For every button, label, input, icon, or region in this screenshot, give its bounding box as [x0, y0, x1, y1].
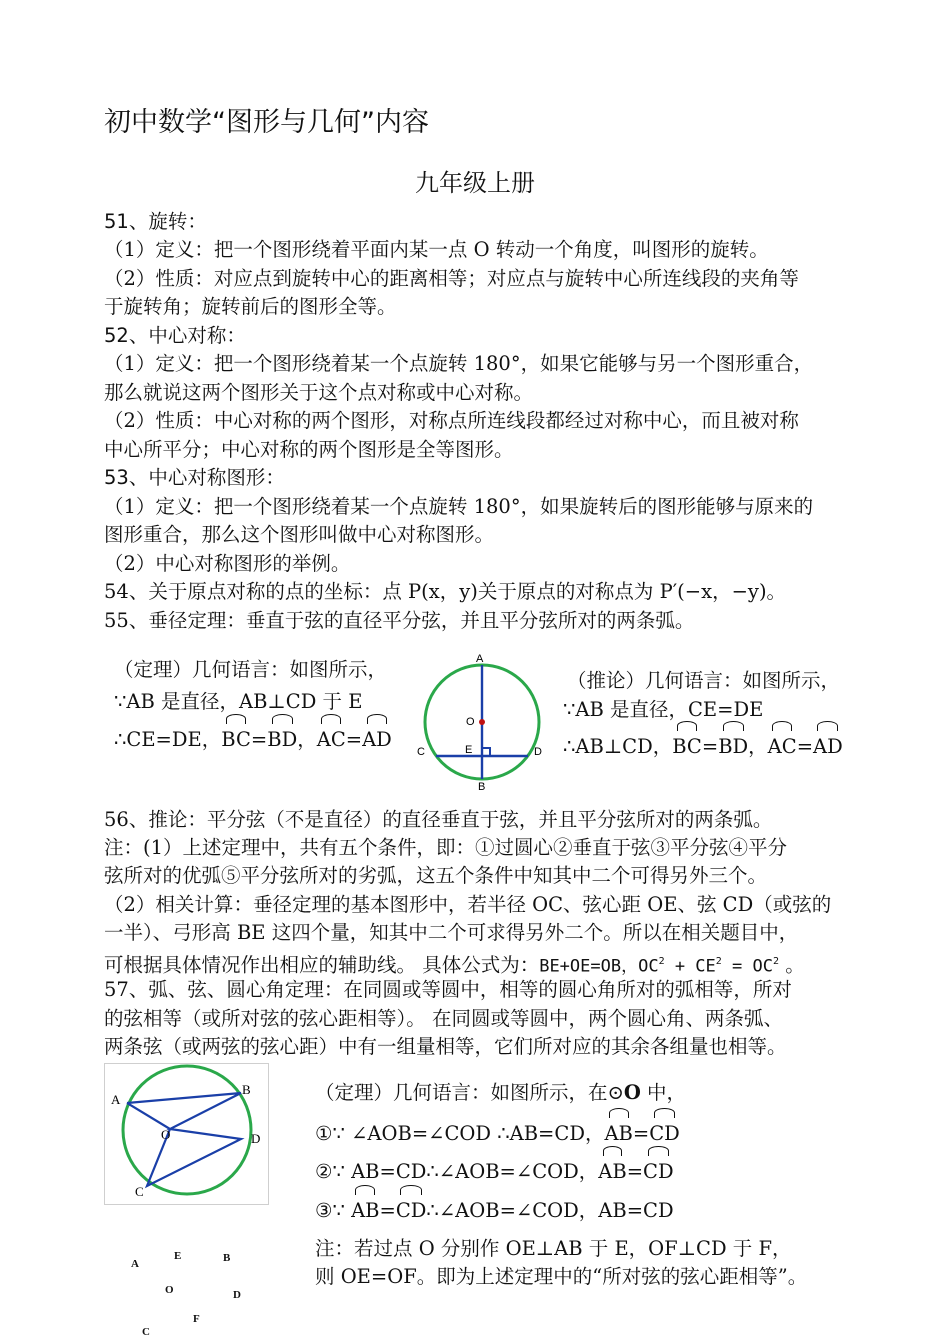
text: ， — [748, 735, 768, 758]
section-53-heading: 53、中心对称图形： — [104, 466, 285, 489]
theorem-57-case-3 — [315, 1194, 674, 1228]
section-51-heading: 51、旋转： — [104, 210, 207, 233]
page-subtitle: 九年级上册 — [415, 169, 535, 197]
section-text: ：平分弦（ — [187, 808, 285, 831]
superscript: 2 — [658, 956, 665, 967]
label-c: C — [417, 746, 425, 758]
label-o: O — [466, 716, 475, 728]
section-keyword: 推论 — [148, 808, 188, 831]
center-point — [479, 719, 485, 725]
arc-ac: AC — [317, 723, 346, 757]
text: 中， — [640, 1081, 687, 1104]
section-55-line — [104, 607, 694, 635]
text: = — [796, 735, 814, 758]
superscript: 2 — [715, 956, 722, 967]
arc-bd: BD — [267, 723, 297, 757]
section-text: ：垂直于弦的直径平分弦，并且平分弦所对的两条弧。 — [226, 609, 695, 632]
section-keyword: 垂径定理 — [148, 609, 227, 632]
section-51-line: （1）定义：把一个图形绕着平面内某一点 O 转动一个角度，叫图形的旋转。 — [104, 238, 769, 261]
section-57-line — [104, 976, 792, 1004]
small-label-e: E — [174, 1250, 182, 1262]
note-text: ：(1）上述定理中，共有五个条件，即：①过圆心②垂直于弦③平分弦④平分 — [123, 836, 788, 859]
theorem-57-case-2 — [315, 1155, 674, 1189]
text: = — [626, 1160, 644, 1183]
section-keyword: 关于原点对称的点的坐标 — [148, 580, 363, 603]
circle-name: O — [623, 1081, 641, 1104]
section-52-line: 中心所平分；中心对称的两个图形是全等图形。 — [104, 438, 514, 461]
section-52-heading: 52、中心对称： — [104, 324, 246, 347]
arc-bc: BC — [221, 723, 251, 757]
corollary-55-line: ∵AB 是直径，CE=DE — [563, 698, 764, 721]
section-text: ：在同圆或等圆中，相等的圆心角所对的弧相等，所对 — [323, 978, 792, 1001]
section-keyword: 弧、弦、圆心角定理 — [148, 978, 324, 1001]
text: ∴AB⊥CD， — [563, 735, 673, 758]
section-56-line — [104, 806, 772, 834]
label-a: A — [476, 653, 484, 665]
section-number: 54、 — [104, 580, 149, 603]
small-label-d: D — [233, 1289, 241, 1301]
section-text: ）的直径垂直于弦，并且平分弦所对的两条弧。 — [362, 808, 773, 831]
arc-ac: AC — [768, 730, 797, 764]
theorem-55-line: （定理）几何语言：如图所示， — [114, 658, 388, 681]
note-57-line: 注：若过点 O 分别作 OE⊥AB 于 E，OF⊥CD 于 F， — [315, 1237, 792, 1260]
perpendicular-diameter-figure — [412, 650, 552, 792]
section-number: 56、 — [104, 808, 149, 831]
arc-chord-figure — [105, 1064, 268, 1204]
section-text: ：点 P(x，y)关于原点的对称点为 P′(−x，−y)。 — [362, 580, 787, 603]
theorem-57-case-1 — [315, 1117, 680, 1151]
section-57-line: 的弦相等（或所对弦的弦心距相等）。 在同圆或等圆中，两个圆心角、两条弧、 — [104, 1007, 783, 1030]
theorem-55-conclusion — [114, 723, 392, 757]
text: ①∵ ∠AOB=∠COD ∴AB=CD， — [315, 1122, 605, 1145]
text: 可根据具体情况作出相应的辅助线。 具体公式为： — [104, 953, 540, 977]
small-label-a: A — [131, 1258, 139, 1270]
theorem-55-line: ∵AB 是直径，AB⊥CD 于 E — [114, 690, 363, 713]
small-label-f: F — [193, 1313, 200, 1325]
section-number: 57、 — [104, 978, 149, 1001]
arc-chord-figure-frame — [104, 1063, 269, 1205]
small-label-o: O — [165, 1284, 174, 1296]
text: ：垂径定理的基本图形中，若半径 OC、弦心距 OE、弦 CD（或弦的 — [233, 893, 832, 916]
circle — [123, 1066, 251, 1194]
formula: = OC — [721, 956, 773, 977]
label-d: D — [534, 746, 542, 758]
text: ②∵ AB=CD∴∠AOB=∠COD， — [315, 1160, 599, 1183]
section-53-line: （2）中心对称图形的举例。 — [104, 552, 351, 575]
page-title: 初中数学“图形与几何”内容 — [104, 107, 429, 138]
formula: + CE — [664, 956, 716, 977]
text: = — [379, 1199, 396, 1222]
note-line — [104, 834, 787, 862]
label-b: B — [242, 1082, 251, 1097]
section-52-line: （2）性质：中心对称的两个图形，对称点所连线段都经过对称中心，而且被对称 — [104, 409, 799, 432]
formula: BE+OE=OB，OC — [539, 956, 659, 977]
corollary-55-line: （推论）几何语言：如图所示， — [567, 669, 841, 692]
note-keyword: 注 — [104, 836, 124, 859]
text: = — [701, 735, 719, 758]
note-57-line: 则 OE=OF。即为上述定理中的“所对弦的弦心距相等”。 — [315, 1265, 808, 1288]
text: （2） — [104, 893, 156, 916]
label-c: C — [135, 1184, 144, 1199]
arc-bd: BD — [718, 730, 748, 764]
text: ， — [297, 728, 317, 751]
arc-cd: CD — [643, 1155, 674, 1189]
arc-ab: AB — [351, 1194, 379, 1228]
right-angle-mark — [482, 748, 490, 756]
theorem-57-line — [315, 1076, 686, 1110]
arc-ab: AB — [598, 1155, 626, 1189]
small-label-c: C — [142, 1326, 150, 1338]
label-b: B — [478, 781, 486, 792]
text: = — [632, 1122, 650, 1145]
superscript: 2 — [773, 956, 780, 967]
arc-cd: CD — [396, 1194, 427, 1228]
section-53-line: （1）定义：把一个图形绕着某一个点旋转 180°，如果旋转后的图形能够与原来的 — [104, 495, 814, 518]
note-line: 弦所对的优弧⑤平分弦所对的劣弧，这五个条件中知其中二个可得另外三个。 — [104, 864, 768, 887]
text: ∴∠AOB=∠COD，AB=CD — [426, 1199, 674, 1222]
section-keyword: 不是直径 — [284, 808, 363, 831]
small-label-b: B — [223, 1252, 231, 1264]
corollary-55-conclusion — [563, 730, 843, 764]
text: ③∵ — [315, 1199, 352, 1222]
label-o: O — [161, 1127, 171, 1142]
text: = — [345, 728, 363, 751]
chords-and-radii — [127, 1093, 241, 1186]
section-53-line: 图形重合，那么这个图形叫做中心对称图形。 — [104, 523, 495, 546]
section-52-line: （1）定义：把一个图形绕着某一个点旋转 180°，如果它能够与另一个图形重合， — [104, 352, 814, 375]
text: 。 — [779, 953, 805, 977]
label-e: E — [465, 744, 473, 756]
section-number: 55、 — [104, 609, 149, 632]
arc-ab: AB — [604, 1117, 632, 1151]
calc-keyword: 相关计算 — [155, 893, 234, 916]
arc-cd: CD — [649, 1117, 680, 1151]
section-52-line: 那么就说这两个图形关于这个点对称或中心对称。 — [104, 381, 534, 404]
text: = — [250, 728, 268, 751]
section-54-line — [104, 578, 786, 606]
calc-line — [104, 891, 831, 919]
text: （定理）几何语言：如图所示，在⊙ — [315, 1081, 624, 1104]
label-d: D — [251, 1131, 261, 1146]
arc-bc: BC — [672, 730, 702, 764]
arc-ad: AD — [813, 730, 843, 764]
text: ∴CE=DE， — [114, 728, 222, 751]
section-51-line: 于旋转角；旋转前后的图形全等。 — [104, 295, 397, 318]
arc-ad: AD — [362, 723, 392, 757]
label-a: A — [111, 1092, 121, 1107]
section-57-line: 两条弦（或两弦的弦心距）中有一组量相等，它们所对应的其余各组量也相等。 — [104, 1035, 787, 1058]
calc-line: 一半）、弓形高 BE 这四个量，知其中二个可求得另外二个。所以在相关题目中， — [104, 921, 799, 944]
section-51-line: （2）性质：对应点到旋转中心的距离相等；对应点与旋转中心所连线段的夹角等 — [104, 267, 799, 290]
